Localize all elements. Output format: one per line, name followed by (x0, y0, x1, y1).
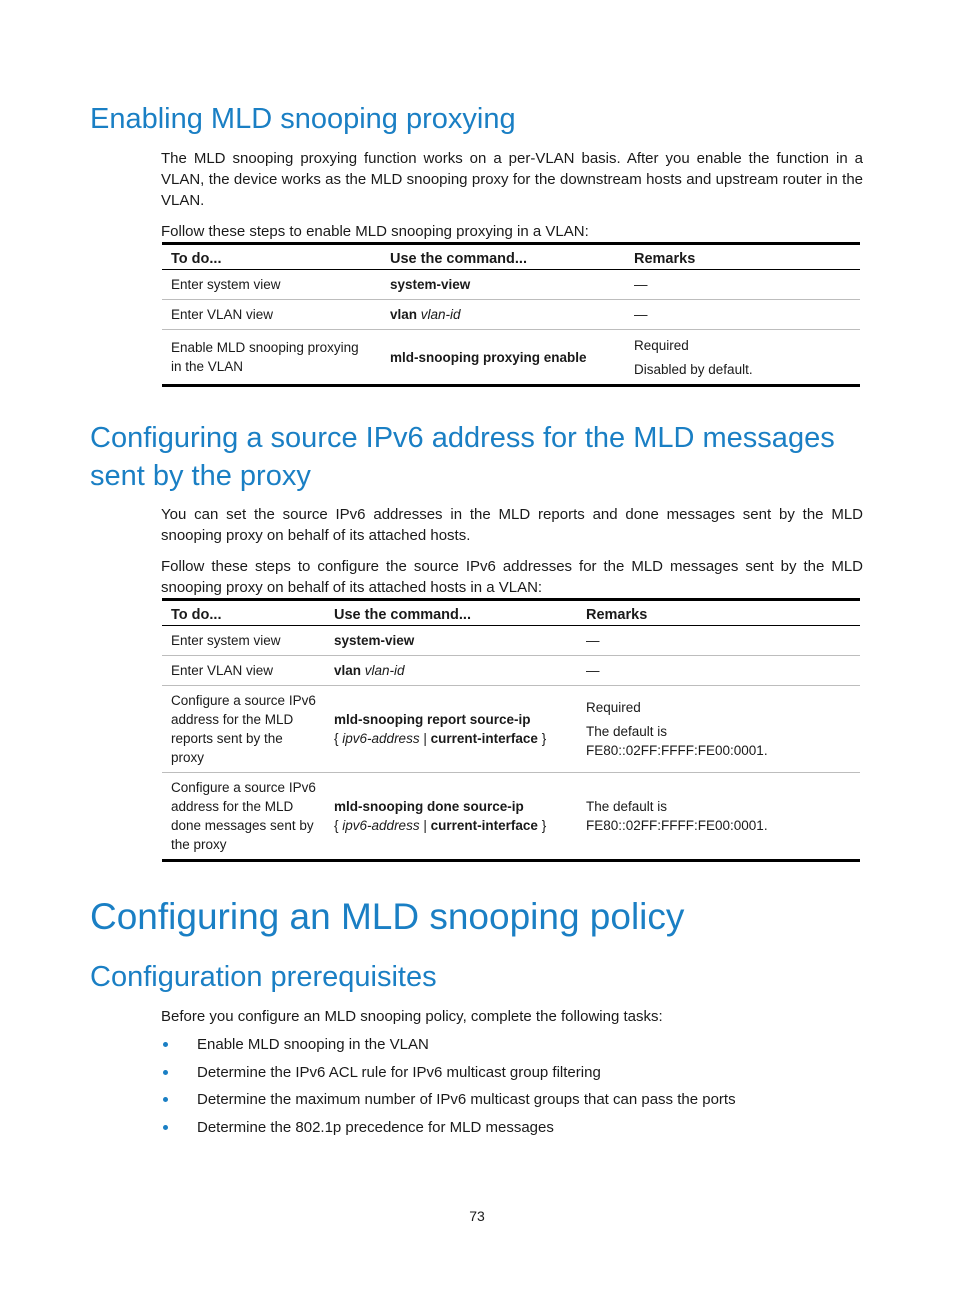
table-header-row (162, 600, 860, 626)
cell-remarks (577, 686, 860, 773)
cell-command (325, 686, 577, 773)
cell-todo: Enter system view (162, 626, 325, 656)
table-row (162, 686, 860, 773)
cell-remarks: — (577, 626, 860, 656)
cell-remarks (577, 773, 860, 861)
list-item-text: Determine the 802.1p precedence for MLD messages (197, 1118, 554, 1136)
column-header-todo: To do... (162, 244, 381, 270)
column-header-remarks: Remarks (577, 600, 860, 626)
bullet-icon (163, 1125, 168, 1130)
list-item (161, 1089, 736, 1117)
list-item-text: Determine the IPv6 ACL rule for IPv6 multicast group filtering (197, 1063, 601, 1081)
cell-todo: Configure a source IPv6 address for the MLD done messages sent by the proxy (162, 773, 325, 861)
command-table-source-ipv6 (162, 598, 860, 862)
command-argument: vlan-id (420, 307, 461, 322)
option-separator: | (423, 731, 427, 746)
section-paragraph: Before you configure an MLD snooping policy, complete the following tasks: (161, 1008, 663, 1025)
list-item-text: Determine the maximum number of IPv6 multicast groups that can pass the ports (197, 1091, 736, 1108)
brace-open: { (334, 731, 339, 746)
section-heading-enabling-proxying: Enabling MLD snooping proxying (90, 103, 516, 135)
column-header-command: Use the command... (325, 600, 577, 626)
table-intro: Follow these steps to configure the source IPv6 addresses for the MLD messages sent by the MLD snooping proxy on behalf of its attached hosts in a VLAN: (161, 558, 863, 596)
page-number: 73 (469, 1208, 485, 1224)
cell-remarks: — (625, 300, 860, 330)
list-item (161, 1062, 736, 1090)
column-header-remarks: Remarks (625, 244, 860, 270)
command-keyword: vlan (390, 307, 418, 322)
cell-command (325, 656, 577, 686)
command-argument: vlan-id (364, 663, 405, 678)
cell-todo: Enter VLAN view (162, 656, 325, 686)
table-row (162, 300, 860, 330)
column-header-todo: To do... (162, 600, 325, 626)
remarks-default: The default is FE80::02FF:FFFF:FE00:0001. (586, 724, 768, 758)
option-separator: | (423, 818, 427, 833)
bullet-icon (163, 1070, 168, 1075)
cell-command (381, 270, 625, 300)
section-heading-source-ipv6: Configuring a source IPv6 address for the MLD messages sent by the proxy (90, 422, 835, 492)
remarks-required: Required (634, 337, 689, 353)
table-intro: Follow these steps to enable MLD snooping proxying in a VLAN: (161, 223, 589, 240)
cell-todo: Enable MLD snooping proxying in the VLAN (162, 330, 381, 386)
remarks-default: Disabled by default. (634, 361, 753, 377)
remarks-default: The default is FE80::02FF:FFFF:FE00:0001. (586, 799, 768, 833)
cell-todo: Enter VLAN view (162, 300, 381, 330)
bullet-icon (163, 1097, 168, 1102)
table-row (162, 773, 860, 861)
command-keyword: mld-snooping proxying enable (390, 349, 587, 365)
command-argument: ipv6-address (342, 731, 420, 746)
table-row (162, 656, 860, 686)
cell-remarks: — (577, 656, 860, 686)
list-item (161, 1034, 736, 1062)
table-row (162, 330, 860, 386)
brace-close: } (541, 731, 547, 746)
cell-todo: Configure a source IPv6 address for the MLD reports sent by the proxy (162, 686, 325, 773)
remarks-required: Required (586, 700, 641, 715)
cell-command (381, 300, 625, 330)
command-keyword: mld-snooping done source-ip (334, 799, 524, 814)
command-option: current-interface (430, 818, 538, 833)
table-row (162, 626, 860, 656)
cell-todo: Enter system view (162, 270, 381, 300)
command-option: current-interface (430, 731, 538, 746)
cell-command (325, 773, 577, 861)
list-item (161, 1117, 736, 1145)
table-row (162, 270, 860, 300)
chapter-heading: Configuring an MLD snooping policy (90, 896, 685, 937)
section-paragraph: The MLD snooping proxying function works on a per-VLAN basis. After you enable the function in a VLAN, the device works as the MLD snooping proxy for the downstream hosts and upstream router in the VLAN. (161, 150, 863, 209)
cell-remarks: — (625, 270, 860, 300)
command-keyword: system-view (334, 633, 415, 648)
command-keyword: vlan (334, 663, 362, 678)
prerequisite-list (161, 1034, 736, 1144)
cell-command (381, 330, 625, 386)
section-paragraph: You can set the source IPv6 addresses in the MLD reports and done messages sent by the MLD snooping proxy on behalf of its attached hosts. (161, 506, 863, 544)
table-header-row (162, 244, 860, 270)
command-argument: ipv6-address (342, 818, 420, 833)
list-item-text: Enable MLD snooping in the VLAN (197, 1036, 429, 1053)
cell-remarks (625, 330, 860, 386)
brace-open: { (334, 818, 339, 833)
cell-command (325, 626, 577, 656)
column-header-command: Use the command... (381, 244, 625, 270)
command-table-proxying (162, 242, 860, 387)
command-keyword: system-view (390, 277, 471, 292)
section-heading-prerequisites: Configuration prerequisites (90, 961, 437, 993)
brace-close: } (541, 818, 547, 833)
bullet-icon (163, 1042, 168, 1047)
command-keyword: mld-snooping report source-ip (334, 712, 531, 727)
